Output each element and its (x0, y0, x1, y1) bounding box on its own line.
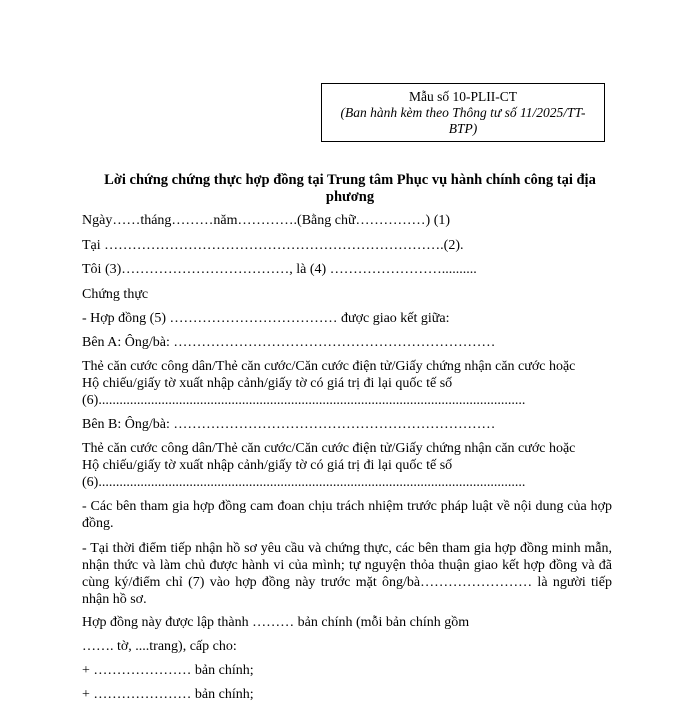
contract-line: - Hợp đồng (5) ……………………………… được giao kết giữa: (82, 311, 450, 326)
verification-paragraph: - Tại thời điểm tiếp nhận hồ sơ yêu cầu và chứng thực, các bên tham gia hợp đồng minh mẫn, nhận thức và làm chủ được hành vi của mình; tự nguyện thỏa thuận giao kết hợp đồng và đã cùng ký/điểm chỉ (7) vào hợp đồng này trước mặt ông/bà…………………… là người tiếp nhận hồ sơ. (82, 541, 612, 607)
certify-heading: Chứng thực (82, 287, 149, 302)
party-a-line: Bên A: Ông/bà: …………………………………………………………… (82, 335, 496, 350)
place-line: Tại ……………………………………………………………….(2). (82, 238, 464, 253)
party-a-id-line-3: (6).......................................................................................................................... (82, 393, 526, 408)
party-a-id-line-1: Thẻ căn cước công dân/Thẻ căn cước/Căn cước điện tử/Giấy chứng nhận căn cước hoặc (82, 359, 576, 374)
form-number: Mẫu số 10-PLII-CT (409, 89, 517, 104)
party-a-id-line-2: Hộ chiếu/giấy tờ xuất nhập cảnh/giấy tờ có giá trị đi lại quốc tế số (82, 376, 453, 391)
party-b-id-line-3: (6).......................................................................................................................... (82, 475, 526, 490)
commitment-paragraph: - Các bên tham gia hợp đồng cam đoan chịu trách nhiệm trước pháp luật về nội dung của hợp đồng. (82, 499, 612, 531)
certifier-line: Tôi (3)………………………………, là (4) …………………….......... (82, 262, 477, 277)
party-b-id-line-2: Hộ chiếu/giấy tờ xuất nhập cảnh/giấy tờ có giá trị đi lại quốc tế số (82, 458, 453, 473)
document-title: Lời chứng chứng thực hợp đồng tại Trung tâm Phục vụ hành chính công tại địa phương (104, 172, 596, 205)
copies-line-2: ……. tờ, ....trang), cấp cho: (82, 639, 237, 654)
copies-line-1: Hợp đồng này được lập thành ……… bản chính (mỗi bản chính gồm (82, 615, 470, 630)
copies-line-3: + ………………… bản chính; (82, 663, 254, 678)
party-b-id-line-1: Thẻ căn cước công dân/Thẻ căn cước/Căn cước điện tử/Giấy chứng nhận căn cước hoặc (82, 441, 576, 456)
form-header-box (321, 83, 605, 142)
party-b-line: Bên B: Ông/bà: …………………………………………………………… (82, 417, 496, 432)
issued-by-note: (Ban hành kèm theo Thông tư số 11/2025/TT-BTP) (340, 105, 586, 136)
copies-line-4: + ………………… bản chính; (82, 687, 254, 702)
date-line: Ngày……tháng………năm………….(Bằng chữ……………) (1) (82, 213, 451, 228)
